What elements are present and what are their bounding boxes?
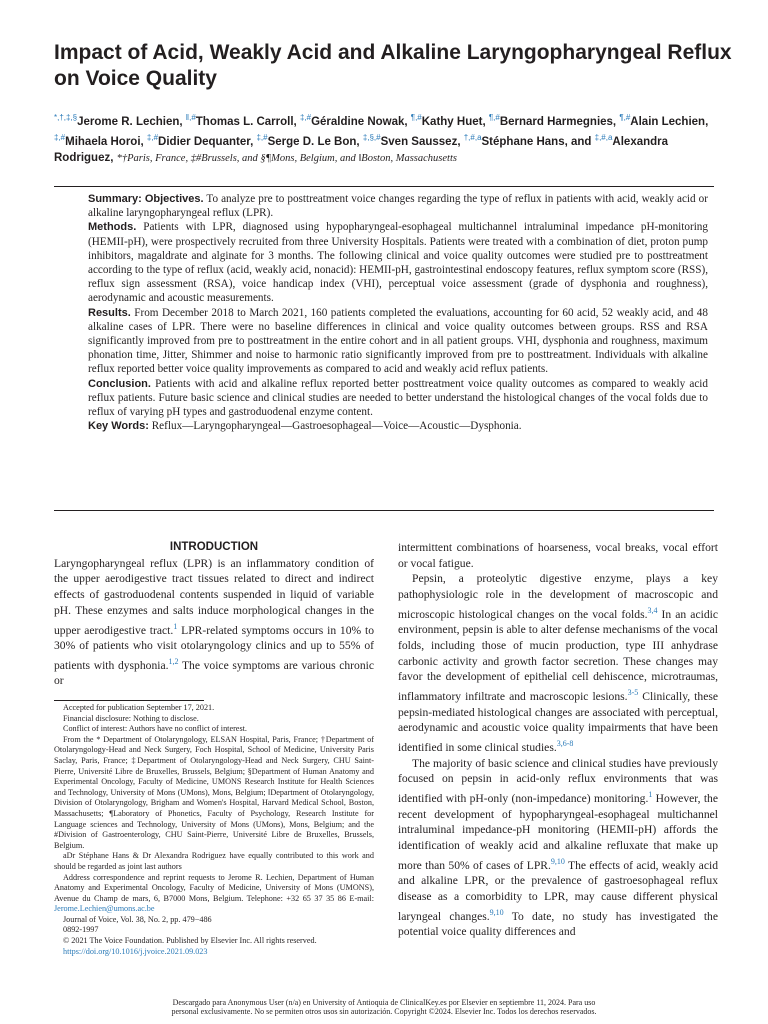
- author-name: Alain Lechien,: [630, 115, 709, 128]
- abstract-objectives: [88, 192, 708, 220]
- reference-link[interactable]: 9,10: [550, 856, 565, 866]
- author-affiliation-marker: ‡,#: [299, 113, 312, 122]
- intro-text: The effects of acid, weakly acid and alkaline LPR, or the prevalence of gastroesophageal reflux disease as a comorbidity to LPR, may cause different physical laryngeal changes.: [398, 858, 718, 923]
- intro-text: In an acidic environment, pepsin is able to alter defense mechanisms of the vocal folds, including those of mucin production, type III anhydrase carbonic activity and growth factor secretion. These changes may favor the development of epithelial cell dehiscence, microtraumas, inflammatory infiltrate and macroscopic lesions.: [398, 607, 718, 704]
- abstract-bottom-rule: [54, 510, 714, 511]
- issn: 0892-1997: [63, 925, 99, 935]
- author-affiliation-marker: ‖,#: [185, 113, 196, 122]
- methods-heading: Methods.: [88, 221, 137, 234]
- intro-paragraph-1: [54, 556, 374, 689]
- reference-link[interactable]: 9,10: [489, 907, 504, 917]
- keywords-text: Reflux—Laryngopharyngeal—Gastroesophageal—Voice—Acoustic—Dysphonia.: [151, 420, 522, 433]
- keywords-heading: Key Words:: [88, 420, 149, 433]
- correspondence-text: Address correspondence and reprint requests to Jerome R. Lechien, Department of Human Anatomy and Experimental Oncology, Faculty of Medicine, University of Mons (UMONS), Avenue du Champ de mars, 6, B7000 Mons, Belgium. Telephone: +32 65 37 35 86 E-mail:: [54, 872, 374, 903]
- intro-text: Pepsin, a proteolytic digestive enzyme, plays a key pathophysiologic role in the development of macroscopic and microscopic histological changes on the vocal folds.: [398, 572, 718, 621]
- intro-text: However, the recent development of hypopharyngeal-esophageal multichannel intraluminal impedance-pH monitoring (HEMII-pH) affords the identification of weakly acid and alkaline refluxate that make up more than 50% of cases of LPR.: [398, 791, 719, 872]
- reference-link[interactable]: 1,2: [168, 656, 179, 666]
- author-affiliation-marker: †,#,a: [463, 132, 482, 142]
- author-name: Kathy Huet,: [421, 115, 489, 128]
- introduction-heading: INTRODUCTION: [169, 541, 259, 553]
- conclusion-heading: Conclusion.: [88, 377, 151, 390]
- reference-link[interactable]: 1: [648, 790, 653, 800]
- doi-link[interactable]: [54, 947, 374, 958]
- intro-continued: intermittent combinations of hoarseness, vocal breaks, vocal effort or vocal fatigue.: [398, 541, 718, 570]
- abstract-methods: [88, 220, 708, 305]
- affiliation-line: *†Paris, France, ‡#Brussels, and §¶Mons, Belgium, and ‖Boston, Massachusetts: [116, 152, 457, 164]
- author-affiliation-marker: *,†,‡,§: [54, 113, 78, 122]
- author-name: Géraldine Nowak,: [311, 115, 411, 128]
- results-text: From December 2018 to March 2021, 160 patients completed the evaluations, accounting for 60 acid, 52 weakly acid, and 48 alkaline cases of LPR. There were no baseline differences in clinical and voice quality outcomes between groups. RSS and RSA significantly improved from pre to posttreatment in the entire cohort and in all patient groups. VHI, dysphonia and roughness, maximum phonation time, Jitter, Shimmer and noise to harmonic ratio significantly improved from pre to posttreatment. Individuals with alkaline reflux reported better voice quality improvements as compared to acid and weakly acid reflux patients.: [88, 306, 708, 376]
- disclosure-note: Financial disclosure: Nothing to disclose.: [63, 713, 199, 723]
- intro-text: The majority of basic science and clinical studies have previously focused on pepsin in acid-only reflux environments that was identified with pH-only (non-impedance) monitoring.: [398, 756, 718, 805]
- article-title: Impact of Acid, Weakly Acid and Alkaline Laryngopharyngeal Reflux on Voice Quality: [54, 41, 732, 90]
- footnotes: [54, 703, 374, 957]
- author-affiliation-marker: ‡,#: [256, 132, 268, 142]
- intro-text: To date, no study has investigated the potential voice quality differences and: [398, 909, 718, 939]
- abstract-keywords: [88, 419, 708, 433]
- author-name: Jerome R. Lechien,: [77, 115, 186, 128]
- affiliations-note: From the * Department of Otolaryngology, ELSAN Hospital, Paris, France; †Department of Otolaryngology-Head and Neck Surgery, Foch Hospital, School of Medicine, University Paris Saclay, Paris, France; ‡Department of Otolaryngology-Head and Neck Surgery, CHU Saint-Pierre, Université Libre de Bruxelles, Brussels, Belgium; §Department of Human Anatomy and Experimental Oncology, Faculty of Medicine, UMONS Research Institute for Health Sciences and Technology, University of Mons (UMons), Mons, Belgium; ‖Department of Otolaryngology, Division of Otolaryngology, Brigham and Women's Hospital, Harvard Medical School, Boston, Massachusetts; ¶Laboratory of Phonetics, Faculty of Psychology, Research Institute for Language sciences and Technology, University of Mons (UMons), Mons, Belgium; and the #Division of Gastroenterology, CHU Saint-Pierre, Université Libre de Bruxelles, Brussels, Belgium.: [54, 734, 374, 850]
- reference-link[interactable]: 3-5: [627, 688, 639, 698]
- methods-text: Patients with LPR, diagnosed using hypopharyngeal-esophageal multichannel intraluminal impedance pH-monitoring (HEMII-pH), were prospectively recruited from three University Hospitals. Patients were treated with a combination of diet, proton pump inhibitors, magaldrate and alginate for 3 months. The following clinical and voice quality outcomes were studied pre to posttreatment according to the type of reflux (acid, weakly acid, nonacid): HEMII-pH, gastrointestinal endoscopy features, reflux symptom score (RSS), reflux sign assessment (RSA), voice handicap index (VHI), perceptual voice assessment (grade of dysphonia and roughness), aerodynamic and acoustic measurements.: [88, 221, 708, 305]
- footnote-rule: [54, 700, 204, 701]
- doi-text[interactable]: https://doi.org/10.1016/j.jvoice.2021.09.023: [63, 946, 208, 956]
- author-name: Didier Dequanter,: [158, 135, 257, 148]
- download-notice-line: personal exclusivamente. No se permiten otros usos sin autorización. Copyright ©2024. Elsevier Inc. Todos los derechos reservados.: [171, 1007, 597, 1016]
- download-notice: [60, 998, 708, 1016]
- equal-contribution-note: aDr Stéphane Hans & Dr Alexandra Rodriguez have equally contributed to this work and should be regarded as joint last authors: [54, 851, 374, 871]
- author-name: Alexandra Rodriguez,: [54, 135, 669, 164]
- author-list: [54, 110, 724, 167]
- reference-link[interactable]: 3,6-8: [556, 739, 574, 749]
- abstract: [88, 192, 708, 433]
- author-name: Mihaela Horoi,: [65, 135, 147, 148]
- summary-heading: Summary:: [88, 193, 142, 205]
- copyright-note: © 2021 The Voice Foundation. Published by Elsevier Inc. All rights reserved.: [63, 936, 317, 946]
- left-column: [54, 540, 374, 689]
- author-affiliation-marker: ¶,#: [619, 113, 631, 122]
- author-affiliation-marker: ‡,#: [54, 132, 66, 142]
- right-column: [398, 540, 718, 940]
- author-affiliation-marker: ¶,#: [488, 113, 500, 122]
- objectives-heading: Objectives.: [144, 193, 204, 205]
- abstract-results: [88, 306, 708, 377]
- correspondence-note: [54, 873, 374, 915]
- conflict-note: Conflict of interest: Authors have no conflict of interest.: [63, 724, 247, 734]
- author-name: Bernard Harmegnies,: [499, 115, 620, 128]
- author-affiliation-marker: ‡,#,a: [594, 132, 613, 142]
- abstract-top-rule: [54, 186, 714, 187]
- author-affiliation-marker: ‡,#: [146, 132, 159, 142]
- results-heading: Results.: [88, 306, 131, 319]
- author-name: Sven Saussez,: [380, 135, 464, 148]
- intro-text: Clinically, these pepsin-mediated histological changes are associated with perceptual, aerodynamic and acoustic voice quality impairments that have been identified in some clinical studies.: [398, 690, 718, 755]
- download-notice-line: Descargado para Anonymous User (n/a) en University of Antioquia de ClinicalKey.es por Elsevier en septiembre 11, 2024. Para uso: [172, 998, 596, 1007]
- intro-paragraph-3: [398, 756, 718, 940]
- email-link[interactable]: Jerome.Lechien@umons.ac.be: [54, 904, 155, 914]
- intro-text: Laryngopharyngeal reflux (LPR) is an inflammatory condition of the upper aerodigestive tract tissues related to direct and indirect effects of gastroduodenal contents suspended in liquid of variable pH. These enzymes and salts induce morphological changes in the upper aerodigestive tract.: [54, 556, 374, 637]
- accepted-note: Accepted for publication September 17, 2021.: [63, 703, 215, 712]
- intro-text: The voice symptoms are various chronic or: [54, 658, 374, 688]
- author-affiliation-marker: ‡,§,#: [362, 132, 381, 142]
- intro-text: LPR-related symptoms occurs in 10% to 30% of patients who visit otolaryngology clinics and up to 55% of patients with dysphonia.: [54, 623, 374, 672]
- journal-info: Journal of Voice, Vol. 38, No. 2, pp. 479−486: [63, 914, 212, 924]
- reference-link[interactable]: 3,4: [647, 605, 658, 615]
- abstract-conclusion: [88, 377, 708, 420]
- author-affiliation-marker: ¶,#: [410, 113, 422, 122]
- author-name: Serge D. Le Bon,: [267, 135, 363, 148]
- reference-link[interactable]: 1: [173, 621, 178, 631]
- author-name: Stéphane Hans, and: [481, 135, 595, 148]
- intro-paragraph-2: [398, 571, 718, 755]
- conclusion-text: Patients with acid and alkaline reflux reported better posttreatment voice quality outcomes as compared to weakly acid reflux patients. Future basic science and clinical studies are needed to better understand the histological changes of the vocal folds due to reflux of varying pH types and gastroduodenal enzyme content.: [88, 377, 709, 419]
- objectives-text: To analyze pre to posttreatment voice changes regarding the type of reflux in patients with acid, weakly acid or alkaline laryngopharyngeal reflux (LPR).: [88, 193, 708, 220]
- author-name: Thomas L. Carroll,: [195, 115, 300, 128]
